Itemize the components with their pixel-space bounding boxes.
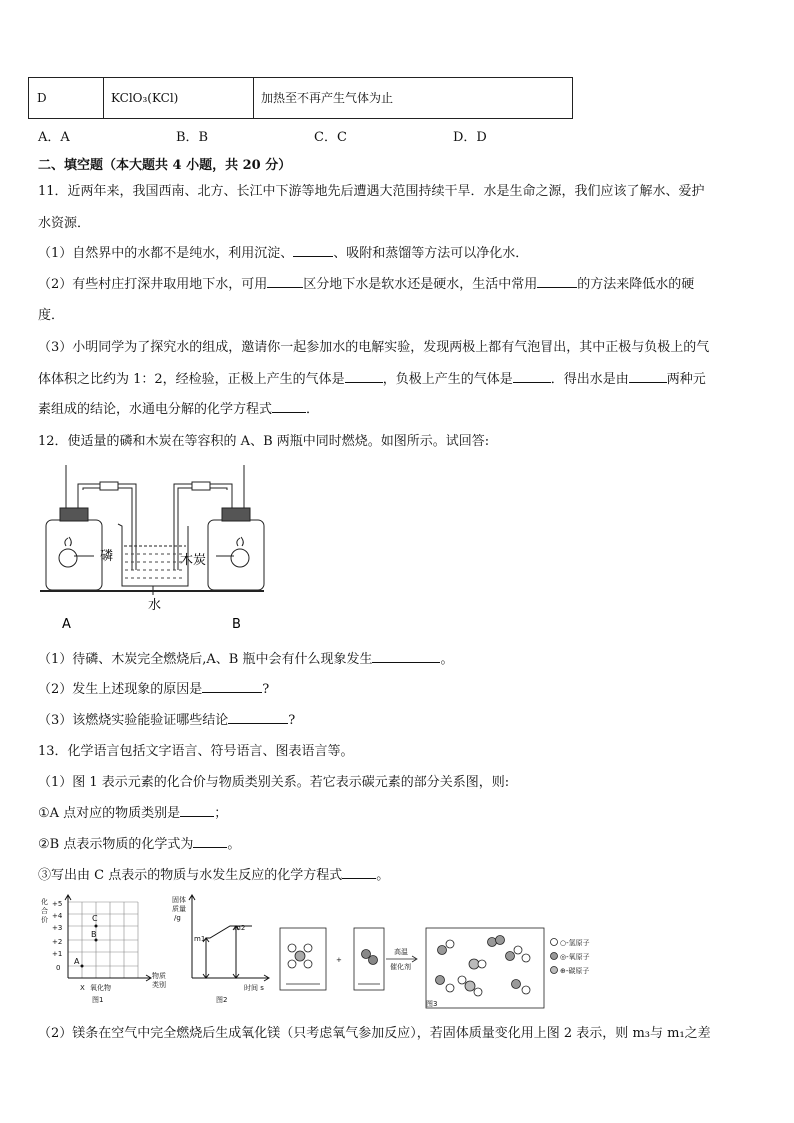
label-a: A	[62, 617, 71, 632]
table-cell-substance: KClO₃(KCl)	[103, 78, 254, 118]
svg-text:⊕-碳原子: ⊕-碳原子	[560, 967, 590, 975]
answer-blank[interactable]	[272, 400, 306, 413]
stopper-a	[60, 508, 88, 521]
label-charcoal: 木炭	[180, 553, 207, 568]
figure-2-mass-time-chart	[172, 894, 276, 1009]
svg-text:+3: +3	[52, 924, 63, 932]
q11-part3-line3: 素组成的结论，水通电分解的化学方程式 ．	[38, 402, 320, 417]
answer-blank[interactable]	[202, 680, 262, 693]
svg-text:物质: 物质	[152, 972, 166, 980]
label-phosphorus: 磷	[100, 549, 114, 564]
q11-part3-line2: 体体积之比约为 1：2，经检验，正极上产生的气体是 ，负极上产生的气体是 ．得出水是由 两种元	[38, 372, 706, 387]
figure-3-molecular-reaction	[270, 920, 610, 1012]
svg-text:m2: m2	[234, 924, 246, 932]
q13-sub1: ①A 点对应的物质类别是 ；	[38, 806, 228, 821]
svg-text:+4: +4	[52, 912, 63, 920]
svg-text:+2: +2	[52, 938, 63, 946]
q11-part2-cont: 度．	[38, 308, 65, 323]
answer-blank[interactable]	[345, 370, 383, 383]
svg-text:+: +	[336, 956, 342, 964]
q11-part3-line1: （3）小明同学为了探究水的组成，邀请你一起参加水的电解实验，发现两极上都有气泡冒出，其中正极与负极上的气	[38, 340, 710, 355]
label-water: 水	[148, 598, 162, 613]
svg-text:价: 价	[41, 916, 48, 924]
q12-stem: 12．使适量的磷和木炭在等容积的 A、B 两瓶中同时燃烧。如图所示。试回答:	[38, 434, 490, 449]
svg-text:/g: /g	[174, 914, 181, 922]
answer-blank[interactable]	[293, 244, 333, 257]
svg-text:图2: 图2	[216, 996, 228, 1004]
label-b: B	[232, 617, 241, 632]
point-a-label: A	[74, 957, 80, 966]
q12-part2: （2）发生上述现象的原因是 ?	[38, 682, 270, 697]
purification-table	[28, 77, 573, 119]
answer-blank[interactable]	[342, 866, 376, 879]
svg-text:合: 合	[41, 907, 48, 915]
q13-part1: （1）图 1 表示元素的化合价与物质类别关系。若它表示碳元素的部分关系图，则:	[38, 775, 510, 790]
bottle-b	[208, 520, 264, 590]
answer-blank[interactable]	[537, 275, 577, 288]
answer-blank[interactable]	[629, 370, 667, 383]
q13-stem: 13．化学语言包括文字语言、符号语言、图表语言等。	[38, 744, 354, 759]
bottle-a	[46, 520, 102, 590]
svg-text:○-氢原子: ○-氢原子	[560, 939, 590, 947]
svg-text:X: X	[80, 984, 85, 992]
svg-text:+5: +5	[52, 900, 63, 908]
svg-text:化: 化	[41, 898, 48, 906]
q13-sub3: ③写出由 C 点表示的物质与水发生反应的化学方程式 。	[38, 868, 390, 883]
answer-blank[interactable]	[180, 804, 214, 817]
figure-1-valence-chart	[38, 894, 174, 1009]
svg-text:图3: 图3	[426, 1000, 438, 1008]
section-title: 二、填空题（本大题共 4 小题，共 20 分）	[38, 158, 292, 173]
q12-part3: （3）该燃烧实验能验证哪些结论 ?	[38, 713, 296, 728]
q11-part1: （1）自然界中的水都不是纯水，利用沉淀、 、吸附和蒸馏等方法可以净化水．	[38, 246, 529, 261]
option-c: C．C	[314, 130, 347, 145]
answer-blank[interactable]	[193, 835, 227, 848]
svg-text:+1: +1	[52, 950, 63, 958]
table-cell-method: 加热至不再产生气体为止	[261, 91, 394, 105]
answer-blank[interactable]	[267, 275, 303, 288]
stopper-b	[222, 508, 250, 521]
point-c-label: C	[92, 914, 98, 923]
answer-blank[interactable]	[513, 370, 551, 383]
svg-text:固体: 固体	[172, 896, 186, 904]
q12-part1: （1）待磷、木炭完全燃烧后,A、B 瓶中会有什么现象发生 。	[38, 652, 454, 667]
svg-text:催化剂: 催化剂	[390, 963, 411, 971]
option-d: D．D	[453, 130, 487, 145]
q13-part2: （2）镁条在空气中完全燃烧后生成氧化镁（只考虑氧气参加反应），若固体质量变化用上图 2 表示，则 m₃与 m₁之差	[38, 1026, 711, 1041]
svg-text:高温: 高温	[394, 948, 408, 956]
q13-sub2: ②B 点表示物质的化学式为 。	[38, 837, 241, 852]
svg-text:时间 s: 时间 s	[244, 984, 264, 992]
q11-part2: （2）有些村庄打深井取用地下水，可用 区分地下水是软水还是硬水，生活中常用 的方法来降低水的硬	[38, 277, 695, 292]
option-a: A．A	[38, 130, 70, 145]
q11-stem-line2: 水资源．	[38, 216, 91, 231]
combustion-apparatus-figure	[38, 460, 270, 632]
svg-text:质量: 质量	[172, 905, 186, 913]
point-b-label: B	[91, 930, 97, 939]
q11-stem-line1: 11．近两年来，我国西南、北方、长江中下游等地先后遭遇大范围持续干旱．水是生命之源，我们应该了解水、爱护	[38, 184, 705, 199]
svg-text:0: 0	[56, 964, 61, 972]
option-b: B．B	[176, 130, 209, 145]
svg-text:m1: m1	[194, 935, 206, 943]
svg-text:◎-氧原子: ◎-氧原子	[560, 953, 590, 961]
svg-text:氧化物: 氧化物	[90, 984, 111, 992]
table-cell-label: D	[29, 78, 104, 118]
answer-blank[interactable]	[228, 711, 288, 724]
svg-text:图1: 图1	[92, 996, 104, 1004]
answer-blank[interactable]	[372, 650, 440, 663]
svg-text:类别: 类别	[152, 981, 166, 989]
